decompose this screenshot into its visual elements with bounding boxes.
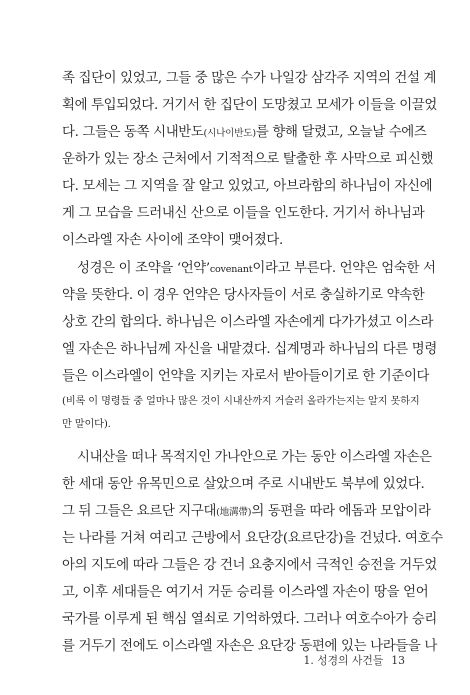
gloss-annotation: (시나이반도) [203,128,256,139]
text-line: 국가를 이루게 된 핵심 열쇠로 기억하였다. 그러나 여호수아가 승리 [62,612,437,627]
text-line: 아의 지도에 따라 그들은 강 건너 요충지에서 극적인 승전을 거두었 [62,558,437,573]
text-line: 엘 자손은 하나님께 자신을 내맡겼다. 십계명과 하나님의 다른 명령 [62,342,437,357]
page-number: 13 [391,654,405,667]
note-line: (비록 이 명령들 중 얼마나 많은 것이 시내산까지 거슬러 올라가는지는 알지 못하지 [62,396,420,407]
text-run: 를 향해 달렸고, 오늘날 수에즈 [255,125,427,140]
text-line: 족 집단이 있었고, 그들 중 많은 수가 나일강 삼각주 지역의 건설 계 [62,71,437,86]
note-line: 만 말이다). [62,419,111,430]
text-line: 획에 투입되었다. 거기서 한 집단이 도망쳤고 모세가 이들을 이끌었 [62,98,437,113]
text-run: 그 뒤 그들은 요르단 지구대 [62,504,217,519]
running-head-chapter: 1. 성경의 사건들 [303,654,384,667]
text-line: 시내산을 떠나 목적지인 가나안으로 가는 동안 이스라엘 자손은 [77,450,432,465]
text-run: 성경은 이 조약을 ‘언약’ [77,261,210,276]
text-line: 한 세대 동안 유목민으로 살았으며 주로 시내반도 북부에 있었다. [62,477,425,492]
text-run: 다. 그들은 동쪽 시내반도 [62,125,204,140]
text-run: 의 동편을 따라 에돔과 모압이라 [251,504,431,519]
text-line: 는 나라를 거쳐 여리고 근방에서 요단강(요르단강)을 건넜다. 여호수 [62,531,443,546]
text-run: 이라고 부른다. 언약은 엄숙한 서 [252,261,436,276]
text-line: 약을 뜻한다. 이 경우 언약은 당사자들이 서로 충실하기로 약속한 [62,288,425,303]
text-line: 다. 모세는 그 지역을 잘 알고 있었고, 아브라함의 하나님이 자신에 [62,179,433,194]
text-line: 들은 이스라엘이 언약을 지키는 자로서 받아들이기로 한 기준이다 [62,369,430,384]
text-line [77,260,436,278]
page-footer [304,653,406,668]
gloss-annotation: (地溝帶) [216,507,252,518]
text-line: 고, 이후 세대들은 여기서 거둔 승리를 이스라엘 자손이 땅을 얻어 [62,585,429,600]
text-line: 를 거두기 전에도 이스라엘 자손은 요단강 동편에 있는 나라들을 나 [62,639,437,654]
text-line [62,124,427,142]
text-line: 이스라엘 자손 사이에 조약이 맺어졌다. [62,233,283,248]
text-line: 게 그 모습을 드러내신 산으로 이들을 인도한다. 거기서 하나님과 [62,206,425,221]
text-line: 상호 간의 합의다. 하나님은 이스라엘 자손에게 다가가셨고 이스라 [62,315,434,330]
gloss-annotation: covenant [209,264,253,275]
text-line: 운하가 있는 장소 근처에서 기적적으로 탈출한 후 사막으로 피신했 [62,152,434,167]
text-line [62,503,431,521]
